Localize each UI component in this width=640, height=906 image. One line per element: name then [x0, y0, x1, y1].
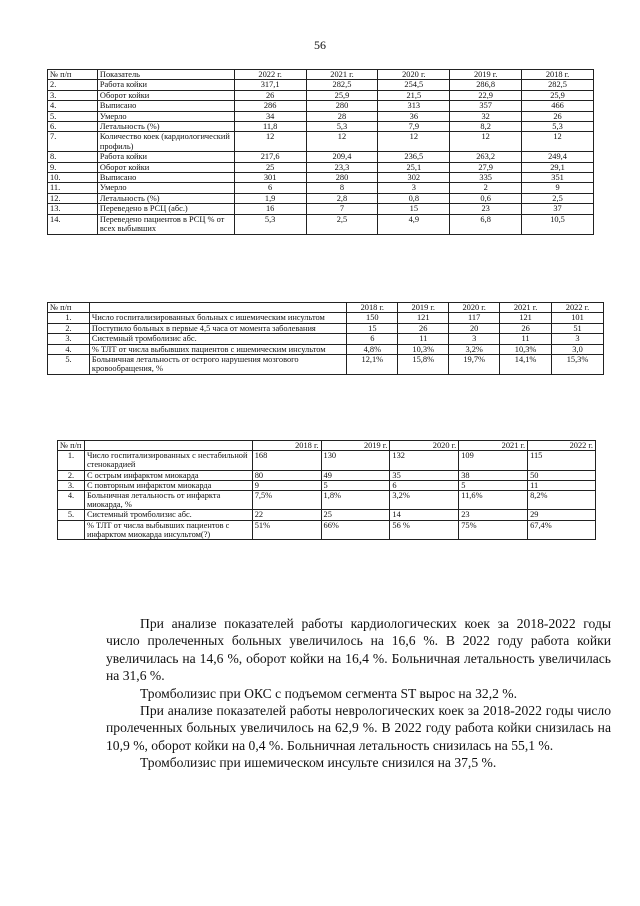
row-number-cell: 2. [58, 470, 85, 480]
indicator-cell: Оборот койки [97, 162, 234, 172]
table-row [48, 80, 594, 90]
value-cell: 8 [306, 183, 378, 193]
value-cell: 10,3% [398, 344, 449, 354]
table-row [48, 132, 594, 152]
paragraph: При анализе показателей работы кардиологических коек за 2018-2022 годы число пролеченных больных увеличилось на 16,6 %. В 2022 году работа койки увеличилась на 14,6 %, оборот койки на 16,4 %. Больничная летальность увеличилась на 31,6 %. [106, 616, 611, 684]
table-header-row [58, 441, 596, 451]
value-cell: 12 [306, 132, 378, 152]
value-cell: 29,1 [522, 162, 594, 172]
value-cell: 282,5 [306, 80, 378, 90]
row-number-cell: 2. [48, 323, 90, 333]
value-cell: 217,6 [234, 152, 306, 162]
value-cell: 254,5 [378, 80, 450, 90]
value-cell: 22,9 [450, 90, 522, 100]
value-cell: 25,1 [378, 162, 450, 172]
value-cell: 66% [321, 520, 390, 539]
value-cell: 12 [378, 132, 450, 152]
value-cell: 130 [321, 451, 390, 470]
value-cell: 302 [378, 173, 450, 183]
value-cell: 12 [450, 132, 522, 152]
table-row [48, 204, 594, 214]
value-cell: 11,8 [234, 122, 306, 132]
table-row [48, 162, 594, 172]
value-cell: 80 [252, 470, 321, 480]
table-body [48, 80, 594, 234]
value-cell: 51 [552, 323, 604, 333]
value-cell: 26 [522, 111, 594, 121]
table-row [48, 101, 594, 111]
value-cell: 19,7% [449, 355, 500, 375]
indicator-cell: Больничная летальность от инфаркта миокарда, % [84, 491, 252, 510]
row-number-cell: 1. [48, 313, 90, 323]
value-cell: 1,9 [234, 193, 306, 203]
value-cell: 3,2% [390, 491, 459, 510]
value-cell: 56 % [390, 520, 459, 539]
table-header-row [48, 70, 594, 80]
row-number-cell: 5. [48, 355, 90, 375]
row-number-cell: 13. [48, 204, 98, 214]
value-cell: 1,8% [321, 491, 390, 510]
value-cell: 25,9 [306, 90, 378, 100]
value-cell: 5 [459, 480, 528, 490]
value-cell: 26 [398, 323, 449, 333]
indicator-cell: % ТЛТ от числа выбывших пациентов с ишемическим инсультом [89, 344, 346, 354]
value-cell: 49 [321, 470, 390, 480]
header-cell: 2021 г. [459, 441, 528, 451]
value-cell: 21,5 [378, 90, 450, 100]
header-cell: № п/п [58, 441, 85, 451]
value-cell: 15 [378, 204, 450, 214]
indicator-cell: % ТЛТ от числа выбывших пациентов с инфарктом миокарда инсультом(?) [84, 520, 252, 539]
indicator-cell: Работа койки [97, 80, 234, 90]
table-row [48, 183, 594, 193]
value-cell: 75% [459, 520, 528, 539]
header-cell: 2020 г. [449, 303, 500, 313]
paragraph: Тромболизис при ишемическом инсульте снизился на 37,5 %. [140, 755, 497, 771]
row-number-cell: 12. [48, 193, 98, 203]
value-cell: 50 [528, 470, 596, 480]
value-cell: 4,8% [347, 344, 398, 354]
table-row [48, 193, 594, 203]
value-cell: 121 [500, 313, 552, 323]
row-number-cell: 1. [58, 451, 85, 470]
table-body [58, 451, 596, 540]
value-cell: 101 [552, 313, 604, 323]
value-cell: 3 [449, 334, 500, 344]
value-cell: 23,3 [306, 162, 378, 172]
table-row [48, 122, 594, 132]
row-number-cell: 3. [48, 334, 90, 344]
value-cell: 7,9 [378, 122, 450, 132]
indicator-cell: Переведено в РСЦ (абс.) [97, 204, 234, 214]
header-cell: 2020 г. [390, 441, 459, 451]
value-cell: 67,4% [528, 520, 596, 539]
header-cell [89, 303, 346, 313]
value-cell: 25 [234, 162, 306, 172]
row-number-cell: 4. [48, 344, 90, 354]
table-row [58, 510, 596, 520]
indicator-cell: Летальность (%) [97, 193, 234, 203]
value-cell: 2 [450, 183, 522, 193]
header-cell: № п/п [48, 70, 98, 80]
value-cell: 12,1% [347, 355, 398, 375]
indicator-cell: С повторным инфарктом миокарда [84, 480, 252, 490]
value-cell: 51% [252, 520, 321, 539]
value-cell: 209,4 [306, 152, 378, 162]
value-cell: 15 [347, 323, 398, 333]
value-cell: 7,5% [252, 491, 321, 510]
indicator-cell: Выписано [97, 173, 234, 183]
value-cell: 5,3 [522, 122, 594, 132]
row-number-cell: 11. [48, 183, 98, 193]
value-cell: 26 [234, 90, 306, 100]
value-cell: 37 [522, 204, 594, 214]
value-cell: 38 [459, 470, 528, 480]
header-cell: 2021 г. [500, 303, 552, 313]
header-cell: 2022 г. [552, 303, 604, 313]
value-cell: 6 [234, 183, 306, 193]
header-cell: 2020 г. [378, 70, 450, 80]
header-cell: 2018 г. [347, 303, 398, 313]
value-cell: 22 [252, 510, 321, 520]
row-number-cell: 3. [48, 90, 98, 100]
value-cell: 115 [528, 451, 596, 470]
value-cell: 14 [390, 510, 459, 520]
table-row [58, 470, 596, 480]
row-number-cell: 2. [48, 80, 98, 90]
value-cell: 301 [234, 173, 306, 183]
header-cell: 2021 г. [306, 70, 378, 80]
value-cell: 8,2% [528, 491, 596, 510]
value-cell: 14,1% [500, 355, 552, 375]
table-row [48, 334, 604, 344]
value-cell: 36 [378, 111, 450, 121]
table-row [48, 90, 594, 100]
indicator-cell: Системный тромболизис абс. [89, 334, 346, 344]
header-cell: 2022 г. [528, 441, 596, 451]
value-cell: 6,8 [450, 214, 522, 234]
value-cell: 8,2 [450, 122, 522, 132]
table-row [48, 173, 594, 183]
value-cell: 28 [306, 111, 378, 121]
table-row [48, 214, 594, 234]
value-cell: 317,1 [234, 80, 306, 90]
indicator-cell: Оборот койки [97, 90, 234, 100]
value-cell: 3 [552, 334, 604, 344]
value-cell: 357 [450, 101, 522, 111]
value-cell: 132 [390, 451, 459, 470]
value-cell: 5 [321, 480, 390, 490]
indicator-cell: Количество коек (кардиологический профиль) [97, 132, 234, 152]
value-cell: 11 [398, 334, 449, 344]
value-cell: 9 [252, 480, 321, 490]
stroke-table [47, 302, 604, 375]
value-cell: 35 [390, 470, 459, 480]
row-number-cell: 9. [48, 162, 98, 172]
header-cell: 2019 г. [450, 70, 522, 80]
value-cell: 3,0 [552, 344, 604, 354]
indicator-cell: Больничная летальность от острого нарушения мозгового кровообращения, % [89, 355, 346, 375]
value-cell: 25,9 [522, 90, 594, 100]
value-cell: 466 [522, 101, 594, 111]
table-row [48, 111, 594, 121]
header-cell: 2018 г. [252, 441, 321, 451]
value-cell: 32 [450, 111, 522, 121]
value-cell: 9 [522, 183, 594, 193]
value-cell: 249,4 [522, 152, 594, 162]
value-cell: 6 [347, 334, 398, 344]
header-cell: 2019 г. [398, 303, 449, 313]
header-cell [84, 441, 252, 451]
table-row [58, 451, 596, 470]
value-cell: 313 [378, 101, 450, 111]
value-cell: 11 [528, 480, 596, 490]
value-cell: 7 [306, 204, 378, 214]
table-row [48, 323, 604, 333]
value-cell: 4,9 [378, 214, 450, 234]
header-cell: № п/п [48, 303, 90, 313]
value-cell: 351 [522, 173, 594, 183]
header-cell: Показатель [97, 70, 234, 80]
value-cell: 150 [347, 313, 398, 323]
value-cell: 11 [500, 334, 552, 344]
value-cell: 12 [522, 132, 594, 152]
indicator-cell: С острым инфарктом миокарда [84, 470, 252, 480]
value-cell: 3 [378, 183, 450, 193]
header-cell: 2019 г. [321, 441, 390, 451]
bed-indicators-table [47, 69, 594, 235]
value-cell: 23 [459, 510, 528, 520]
indicator-cell: Число госпитализированных с нестабильной стенокардией [84, 451, 252, 470]
indicator-cell: Умерло [97, 111, 234, 121]
value-cell: 335 [450, 173, 522, 183]
indicator-cell: Поступило больных в первые 4,5 часа от момента заболевания [89, 323, 346, 333]
value-cell: 280 [306, 173, 378, 183]
value-cell: 286,8 [450, 80, 522, 90]
indicator-cell: Число госпитализированных больных с ишемическим инсультом [89, 313, 346, 323]
indicator-cell: Умерло [97, 183, 234, 193]
paragraph: При анализе показателей работы неврологических коек за 2018-2022 годы число пролеченных больных увеличилось на 62,9 %. В 2022 году работа койки снизилась на 10,9 %, оборот койки на 0,4 %. Больничная летальность снизилась на 55,1 %. [106, 703, 611, 753]
value-cell: 29 [528, 510, 596, 520]
value-cell: 15,8% [398, 355, 449, 375]
indicator-cell: Выписано [97, 101, 234, 111]
value-cell: 27,9 [450, 162, 522, 172]
value-cell: 25 [321, 510, 390, 520]
table-row [48, 152, 594, 162]
row-number-cell: 6. [48, 122, 98, 132]
header-cell: 2018 г. [522, 70, 594, 80]
value-cell: 168 [252, 451, 321, 470]
value-cell: 16 [234, 204, 306, 214]
row-number-cell: 4. [48, 101, 98, 111]
row-number-cell: 14. [48, 214, 98, 234]
indicator-cell: Работа койки [97, 152, 234, 162]
row-number-cell: 3. [58, 480, 85, 490]
table-header-row [48, 303, 604, 313]
indicator-cell: Переведено пациентов в РСЦ % от всех выбывших [97, 214, 234, 234]
table-row [48, 313, 604, 323]
page-number: 56 [314, 38, 326, 52]
table-row [58, 491, 596, 510]
value-cell: 12 [234, 132, 306, 152]
table-row [48, 344, 604, 354]
value-cell: 23 [450, 204, 522, 214]
row-number-cell: 5. [58, 510, 85, 520]
value-cell: 5,3 [306, 122, 378, 132]
value-cell: 3,2% [449, 344, 500, 354]
value-cell: 109 [459, 451, 528, 470]
value-cell: 236,5 [378, 152, 450, 162]
indicator-cell: Летальность (%) [97, 122, 234, 132]
cardiac-table [57, 440, 596, 540]
value-cell: 286 [234, 101, 306, 111]
paragraph: Тромболизис при ОКС с подъемом сегмента ST вырос на 32,2 %. [140, 685, 518, 701]
value-cell: 2,5 [306, 214, 378, 234]
value-cell: 0,6 [450, 193, 522, 203]
table-row [48, 355, 604, 375]
value-cell: 6 [390, 480, 459, 490]
table-row [58, 520, 596, 539]
row-number-cell: 7. [48, 132, 98, 152]
value-cell: 282,5 [522, 80, 594, 90]
value-cell: 0,8 [378, 193, 450, 203]
value-cell: 10,3% [500, 344, 552, 354]
row-number-cell: 8. [48, 152, 98, 162]
analysis-text [106, 615, 611, 772]
row-number-cell [58, 520, 85, 539]
value-cell: 2,8 [306, 193, 378, 203]
value-cell: 11,6% [459, 491, 528, 510]
table-row [58, 480, 596, 490]
value-cell: 15,3% [552, 355, 604, 375]
value-cell: 263,2 [450, 152, 522, 162]
table-body [48, 313, 604, 374]
value-cell: 280 [306, 101, 378, 111]
value-cell: 20 [449, 323, 500, 333]
value-cell: 121 [398, 313, 449, 323]
value-cell: 34 [234, 111, 306, 121]
row-number-cell: 10. [48, 173, 98, 183]
value-cell: 26 [500, 323, 552, 333]
value-cell: 5,3 [234, 214, 306, 234]
row-number-cell: 4. [58, 491, 85, 510]
value-cell: 2,5 [522, 193, 594, 203]
row-number-cell: 5. [48, 111, 98, 121]
header-cell: 2022 г. [234, 70, 306, 80]
value-cell: 117 [449, 313, 500, 323]
indicator-cell: Системный тромболизис абс. [84, 510, 252, 520]
value-cell: 10,5 [522, 214, 594, 234]
